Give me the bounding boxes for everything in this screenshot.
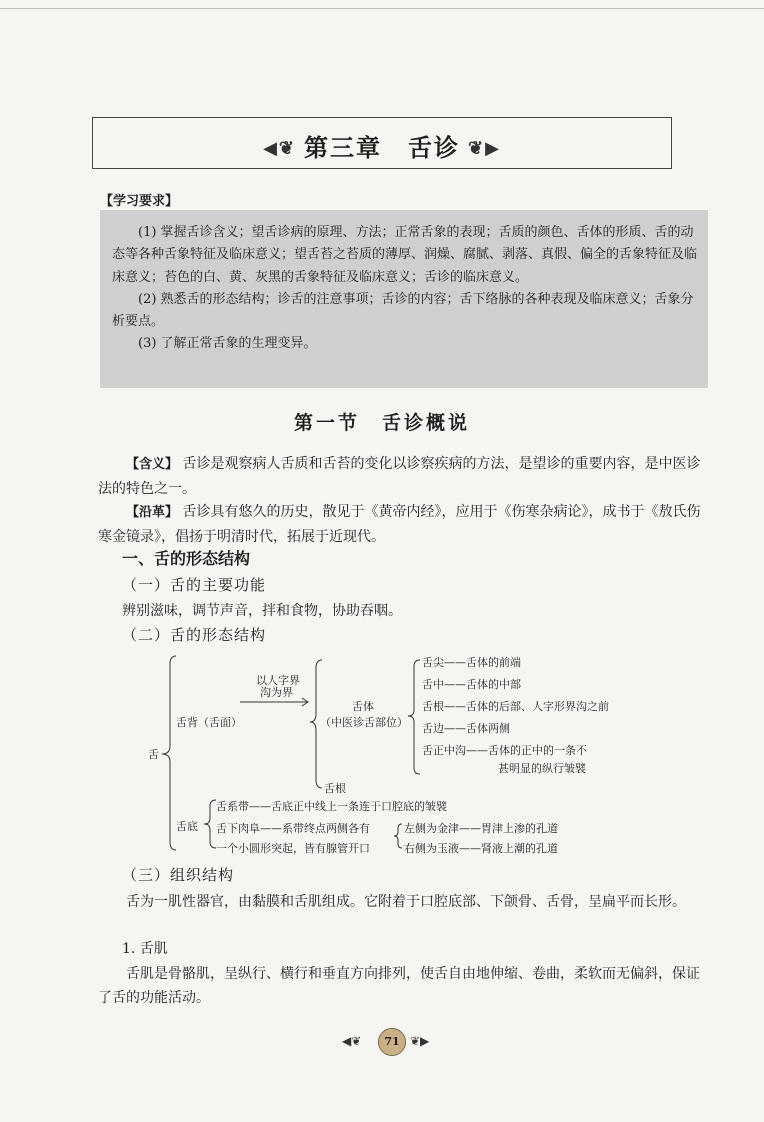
function-text: 辨别滋味，调节声音，拌和食物，协助吞咽。: [122, 603, 402, 619]
diagram-body: 舌体: [352, 700, 374, 713]
subheading-structure: （二）舌的形态结构: [122, 626, 267, 644]
chapter-title-text: 第三章 舌诊: [304, 133, 460, 162]
muscle-text: 舌肌是骨骼肌，呈纵行、横行和垂直方向排列，使舌自由地伸缩、卷曲，柔软而无偏斜，保证了舌的功能活动。: [98, 966, 700, 1006]
diagram-root-part: 舌根: [324, 782, 346, 795]
diagram-arrow-label: 沟为界: [260, 686, 293, 699]
diagram-part: 舌尖——舌体的前端: [422, 656, 521, 669]
requirements-box: [100, 210, 708, 388]
tissue-text: 舌为一肌性器官，由黏膜和舌肌组成。它附着于口腔底部、下颌骨、舌骨，呈扁平而长形。: [126, 894, 686, 910]
diagram-part-cont: 甚明显的纵行皱襞: [498, 762, 586, 775]
tissue-paragraph: [98, 890, 710, 914]
definition-label: 【含义】: [126, 457, 179, 472]
diagram-part: 舌根——舌体的后部、人字形界沟之前: [422, 700, 609, 713]
section-title: 第一节 舌诊概说: [293, 412, 470, 434]
diagram-part: 舌正中沟——舌体的正中的一条不: [422, 744, 587, 757]
diagram-body-sub: （中医诊舌部位）: [320, 716, 408, 729]
chapter-title: [92, 128, 672, 163]
footer-ornament-left-icon: ◀❦: [342, 1034, 362, 1048]
diagram-back: 舌背（舌面）: [176, 716, 242, 729]
muscle-paragraph: [98, 962, 710, 1010]
requirements-label: 【学习要求】: [100, 194, 179, 209]
definition-text: 舌诊是观察病人舌质和舌苔的变化以诊察疾病的方法，是望诊的重要内容，是中医诊法的特色之一。: [98, 456, 701, 497]
ornament-left-icon: ◀❦: [263, 138, 296, 159]
diagram-duct: 右侧为玉液——肾液上潮的孔道: [404, 842, 558, 855]
top-rule: [0, 8, 764, 9]
subheading-function: （一）舌的主要功能: [122, 576, 267, 594]
subheading-tissue: （三）组织结构: [122, 866, 235, 884]
diagram-root: 舌: [148, 748, 159, 761]
page-number-footer: [340, 1028, 440, 1054]
history-label: 【沿革】: [126, 505, 179, 520]
definition-paragraph: [98, 452, 710, 501]
history-text: 舌诊具有悠久的历史，散见于《黄帝内经》，应用于《伤寒杂病论》，成书于《敖氏伤寒金镜录》，倡扬于明清时代，拓展于近现代。: [98, 504, 701, 545]
footer-ornament-right-icon: ❦▶: [410, 1034, 430, 1048]
diagram-arrow-label: 以人字界: [256, 674, 300, 687]
diagram-duct: 左侧为金津——胃津上渗的孔道: [404, 822, 558, 835]
requirement-item: (3) 了解正常舌象的生理变异。: [138, 336, 317, 352]
muscle-heading: 1. 舌肌: [122, 941, 168, 957]
diagram-bottom-item: 舌下肉阜——系带终点两侧各有: [216, 822, 370, 835]
page-number: 71: [378, 1028, 406, 1056]
diagram-bottom-item: 舌系带——舌底正中线上一条连于口腔底的皱襞: [216, 800, 447, 813]
diagram-bottom: 舌底: [176, 820, 198, 833]
history-paragraph: [98, 500, 710, 549]
requirement-item: (1) 掌握舌诊含义；望舌诊病的原理、方法；正常舌象的表现；舌质的颜色、舌体的形质、舌的动态等各种舌象特征及临床意义；望舌苔之苔质的薄厚、润燥、腐腻、剥落、真假、偏全的舌象特征及临床意义；苔色的白、黄、灰黑的舌象特征及临床意义；舌诊的临床意义。: [112, 225, 698, 285]
diagram-part: 舌中——舌体的中部: [422, 678, 521, 691]
heading-morphology: 一、舌的形态结构: [122, 549, 251, 568]
ornament-right-icon: ❦▶: [468, 138, 501, 159]
diagram-part: 舌边——舌体两侧: [422, 722, 510, 735]
diagram-bottom-item: 一个小圆形突起，皆有腺管开口: [216, 842, 370, 855]
requirement-item: (2) 熟悉舌的形态结构；诊舌的注意事项；舌诊的内容；舌下络脉的各种表现及临床意义；舌象分析要点。: [112, 291, 694, 330]
